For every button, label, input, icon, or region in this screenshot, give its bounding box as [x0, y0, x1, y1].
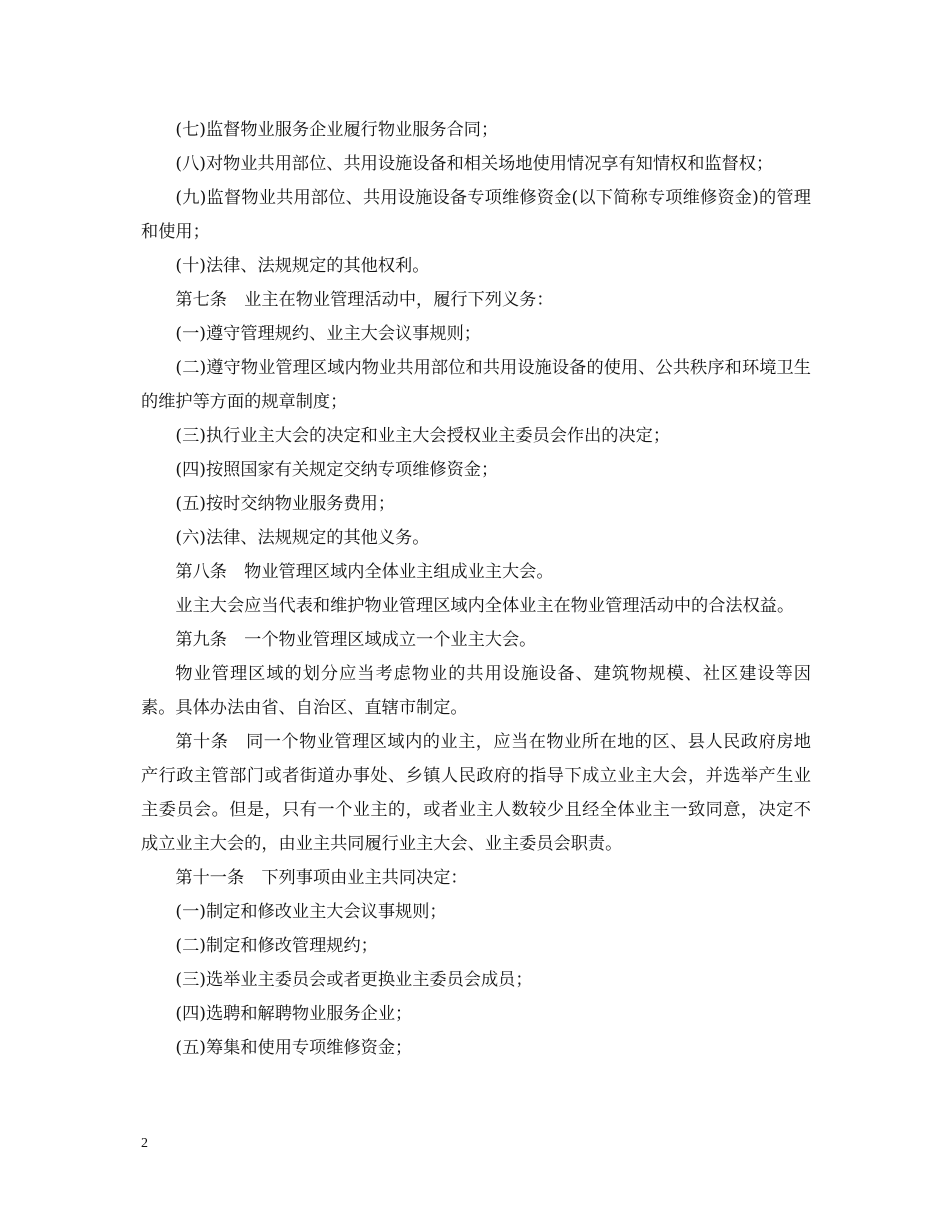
paragraph: (一)遵守管理规约、业主大会议事规则； [175, 324, 481, 344]
paragraph: 业主大会应当代表和维护物业管理区域内全体业主在物业管理活动中的合法权益。 [175, 596, 795, 616]
paragraph: (四)按照国家有关规定交纳专项维修资金； [175, 460, 499, 480]
paragraph: (三)选举业主委员会或者更换业主委员会成员； [175, 970, 533, 990]
paragraph: (五)按时交纳物业服务费用； [175, 494, 396, 514]
article-heading: 第七条 业主在物业管理活动中，履行下列义务： [175, 290, 554, 310]
paragraph: (二)制定和修改管理规约； [175, 936, 378, 956]
paragraph: (九)监督物业共用部位、共用设施设备专项维修资金(以下简称专项维修资金)的管理和使用； [141, 188, 811, 242]
paragraph: (六)法律、法规规定的其他义务。 [175, 528, 430, 548]
article-heading: 第九条 一个物业管理区域成立一个业主大会。 [175, 630, 537, 650]
document-body [141, 113, 811, 1065]
paragraph: (八)对物业共用部位、共用设施设备和相关场地使用情况享有知情权和监督权； [175, 154, 774, 174]
article-heading: 第八条 物业管理区域内全体业主组成业主大会。 [175, 562, 554, 582]
paragraph: 物业管理区域的划分应当考虑物业的共用设施设备、建筑物规模、社区建设等因素。具体办法由省、自治区、直辖市制定。 [141, 664, 811, 718]
paragraph: (五)筹集和使用专项维修资金； [175, 1038, 413, 1058]
page-number: 2 [141, 1136, 148, 1151]
paragraph: (七)监督物业服务企业履行物业服务合同； [175, 120, 499, 140]
article-heading: 第十一条 下列事项由业主共同决定： [175, 868, 468, 888]
paragraph: (四)选聘和解聘物业服务企业； [175, 1004, 413, 1024]
paragraph: (三)执行业主大会的决定和业主大会授权业主委员会作出的决定； [175, 426, 671, 446]
article-heading: 第十条 同一个物业管理区域内的业主，应当在物业所在地的区、县人民政府房地产行政主管部门或者街道办事处、乡镇人民政府的指导下成立业主大会，并选举产生业主委员会。但是，只有一个业主的，或者业主人数较少且经全体业主一致同意，决定不成立业主大会的，由业主共同履行业主大会、业主委员会职责。 [141, 732, 811, 854]
paragraph: (二)遵守物业管理区域内物业共用部位和共用设施设备的使用、公共秩序和环境卫生的维护等方面的规章制度； [141, 358, 811, 412]
paragraph: (一)制定和修改业主大会议事规则； [175, 902, 447, 922]
paragraph: (十)法律、法规规定的其他权利。 [175, 256, 430, 276]
